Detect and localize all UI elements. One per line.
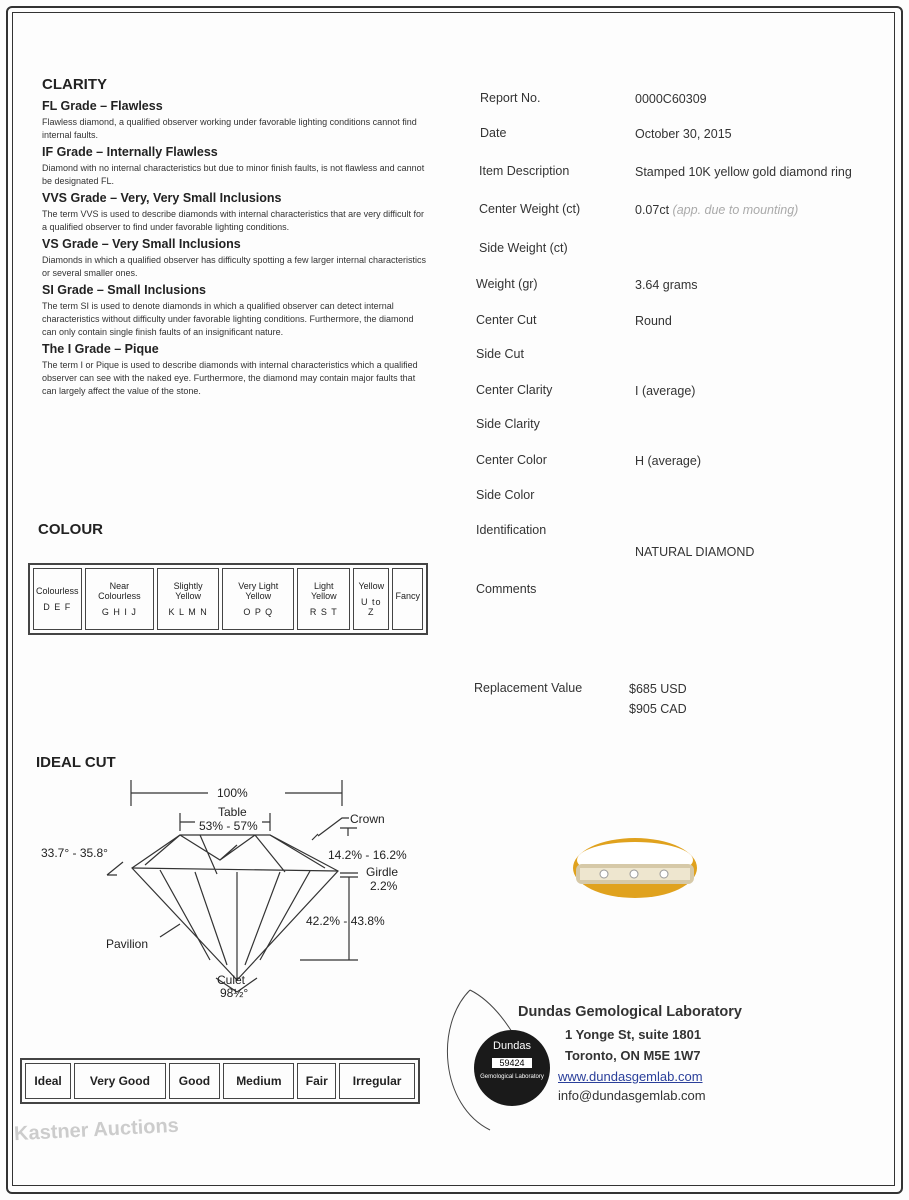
diameter-label: 100% (217, 786, 248, 800)
grade-heading: VVS Grade – Very, Very Small Inclusions (42, 191, 282, 205)
grade-heading: The I Grade – Pique (42, 342, 159, 356)
grade-heading: IF Grade – Internally Flawless (42, 145, 218, 159)
pavilion-depth: 42.2% - 43.8% (306, 914, 385, 928)
lab-email: info@dundasgemlab.com (558, 1088, 706, 1103)
report-field-value (635, 545, 754, 559)
colour-cell (392, 568, 423, 630)
seal-bottom-text: Gemological Laboratory (480, 1074, 544, 1080)
value-text: Stamped 10K yellow gold diamond ring (635, 165, 852, 179)
culet-value: 98½° (220, 986, 249, 1000)
girdle-value: 2.2% (370, 879, 398, 893)
lab-name: Dundas Gemological Laboratory (518, 1004, 742, 1020)
report-field-value (635, 92, 707, 106)
grade-heading: VS Grade – Very Small Inclusions (42, 237, 241, 251)
cut-grade-table (20, 1058, 420, 1104)
cut-grade-cell: Very Good (74, 1063, 165, 1099)
colour-name: Near Colourless (98, 581, 141, 601)
grade-description: The term SI is used to denote diamonds in which a qualified observer can detect internal characteristics without difficulty under favorable lighting conditions. Furthermore, the diamond can only contain single finish faults of an insignificant nature. (42, 301, 414, 337)
seal-number: 59424 (492, 1058, 532, 1068)
colour-name: Slightly Yellow (173, 581, 203, 601)
lab-seal (474, 1030, 550, 1106)
colour-cell (297, 568, 350, 630)
table-value: 53% - 57% (199, 819, 258, 833)
colour-grades: D E F (43, 602, 72, 612)
value-text: 3.64 grams (635, 278, 698, 292)
report-field-label: Center Clarity (476, 383, 553, 397)
lab-website-link[interactable]: www.dundasgemlab.com (558, 1069, 703, 1084)
clarity-title: CLARITY (42, 76, 107, 93)
report-field-value (635, 384, 695, 398)
lab-address-2: Toronto, ON M5E 1W7 (565, 1048, 701, 1063)
culet-label: Culet (217, 973, 246, 987)
colour-grades: U to Z (361, 597, 382, 617)
grade-description: Diamonds in which a qualified observer has difficulty spotting a few larger internal characteristics or several smaller ones. (42, 255, 427, 278)
report-field-label: Side Cut (476, 347, 524, 361)
colour-title: COLOUR (38, 521, 103, 538)
report-field-label: Center Color (476, 453, 547, 467)
value-text: 0.07ct (635, 203, 670, 217)
colour-cell (33, 568, 82, 630)
value-text: I (average) (635, 384, 696, 398)
lab-address-1: 1 Yonge St, suite 1801 (565, 1027, 702, 1042)
replacement-label: Replacement Value (474, 681, 583, 695)
value-text: H (average) (635, 454, 701, 468)
cut-grade-cell: Fair (297, 1063, 336, 1099)
value-text: 0000C60309 (635, 92, 707, 106)
colour-cell (222, 568, 294, 630)
colour-cell (157, 568, 219, 630)
grade-description: The term I or Pique is used to describe diamonds with internal characteristics which a qualified observer can see with the naked eye. Furthermore, the diamond may contain major faults that can largely affect the value of the stone. (42, 360, 418, 396)
crown-label: Crown (350, 812, 385, 826)
girdle-label: Girdle (366, 865, 399, 879)
clarity-section (42, 76, 427, 398)
colour-grades: R S T (309, 607, 338, 617)
value-text: Round (635, 314, 672, 328)
colour-grades: O P Q (243, 607, 274, 617)
grade-description: The term VVS is used to describe diamonds with internal characteristics that are very difficult for a qualified observer to find under favorable lighting conditions. (42, 209, 424, 232)
report-field-value (635, 203, 798, 217)
colour-cell (353, 568, 389, 630)
report-field-label: Item Description (479, 164, 570, 178)
colour-grades: G H I J (101, 607, 137, 617)
report-field-label: Side Color (476, 488, 535, 502)
pavilion-label: Pavilion (106, 937, 149, 951)
colour-name: Very Light Yellow (238, 581, 279, 601)
colour-name: Yellow (358, 581, 385, 591)
crown-angle: 33.7° - 35.8° (41, 846, 108, 860)
report-field-label: Side Clarity (476, 417, 540, 431)
clarity-grade (42, 145, 427, 188)
colour-name: Colourless (36, 586, 79, 596)
colour-scale-table (28, 563, 428, 635)
value-text: October 30, 2015 (635, 127, 732, 141)
report-field-label: Side Weight (ct) (479, 241, 568, 255)
colour-name: Light Yellow (310, 581, 337, 601)
value-text: NATURAL DIAMOND (635, 545, 755, 559)
colour-grades: K L M N (168, 607, 208, 617)
cut-grade-cell: Good (169, 1063, 221, 1099)
clarity-grade (42, 342, 427, 398)
value-note: (app. due to mounting) (672, 203, 799, 217)
cut-grade-cell: Ideal (25, 1063, 71, 1099)
grade-heading: SI Grade – Small Inclusions (42, 283, 206, 297)
grade-description: Flawless diamond, a qualified observer working under favorable lighting conditions cannot find internal faults. (42, 117, 417, 140)
colour-cell (85, 568, 155, 630)
report-field-label: Identification (476, 523, 547, 537)
grade-description: Diamond with no internal characteristics but due to minor finish faults, is not flawless and cannot be designated FL. (42, 163, 425, 186)
ring-photo (568, 830, 703, 905)
crown-height: 14.2% - 16.2% (328, 848, 407, 862)
clarity-grade (42, 99, 427, 142)
report-field-label: Comments (476, 582, 537, 596)
cut-grade-cell: Medium (223, 1063, 294, 1099)
report-field-value (635, 165, 852, 179)
report-field-value (635, 314, 672, 328)
cut-grade-cell: Irregular (339, 1063, 415, 1099)
replacement-cad: $905 CAD (629, 702, 687, 716)
report-field-label: Weight (gr) (476, 277, 538, 291)
seal-top-text: Dundas (493, 1040, 531, 1052)
report-field-label: Center Weight (ct) (479, 202, 581, 216)
report-field-label: Report No. (480, 91, 541, 105)
clarity-grade (42, 283, 427, 339)
report-field-value (635, 127, 732, 141)
grade-heading: FL Grade – Flawless (42, 99, 163, 113)
clarity-grade (42, 191, 427, 234)
report-field-label: Date (480, 126, 507, 140)
ideal-cut-title: IDEAL CUT (36, 754, 116, 771)
clarity-grade (42, 237, 427, 280)
replacement-usd: $685 USD (629, 682, 687, 696)
report-field-label: Center Cut (476, 313, 537, 327)
watermark-logo: Kastner Auctions (13, 1114, 180, 1146)
report-field-value (635, 454, 701, 468)
report-field-value (635, 278, 698, 292)
table-label: Table (218, 805, 247, 819)
colour-name: Fancy (395, 591, 420, 601)
